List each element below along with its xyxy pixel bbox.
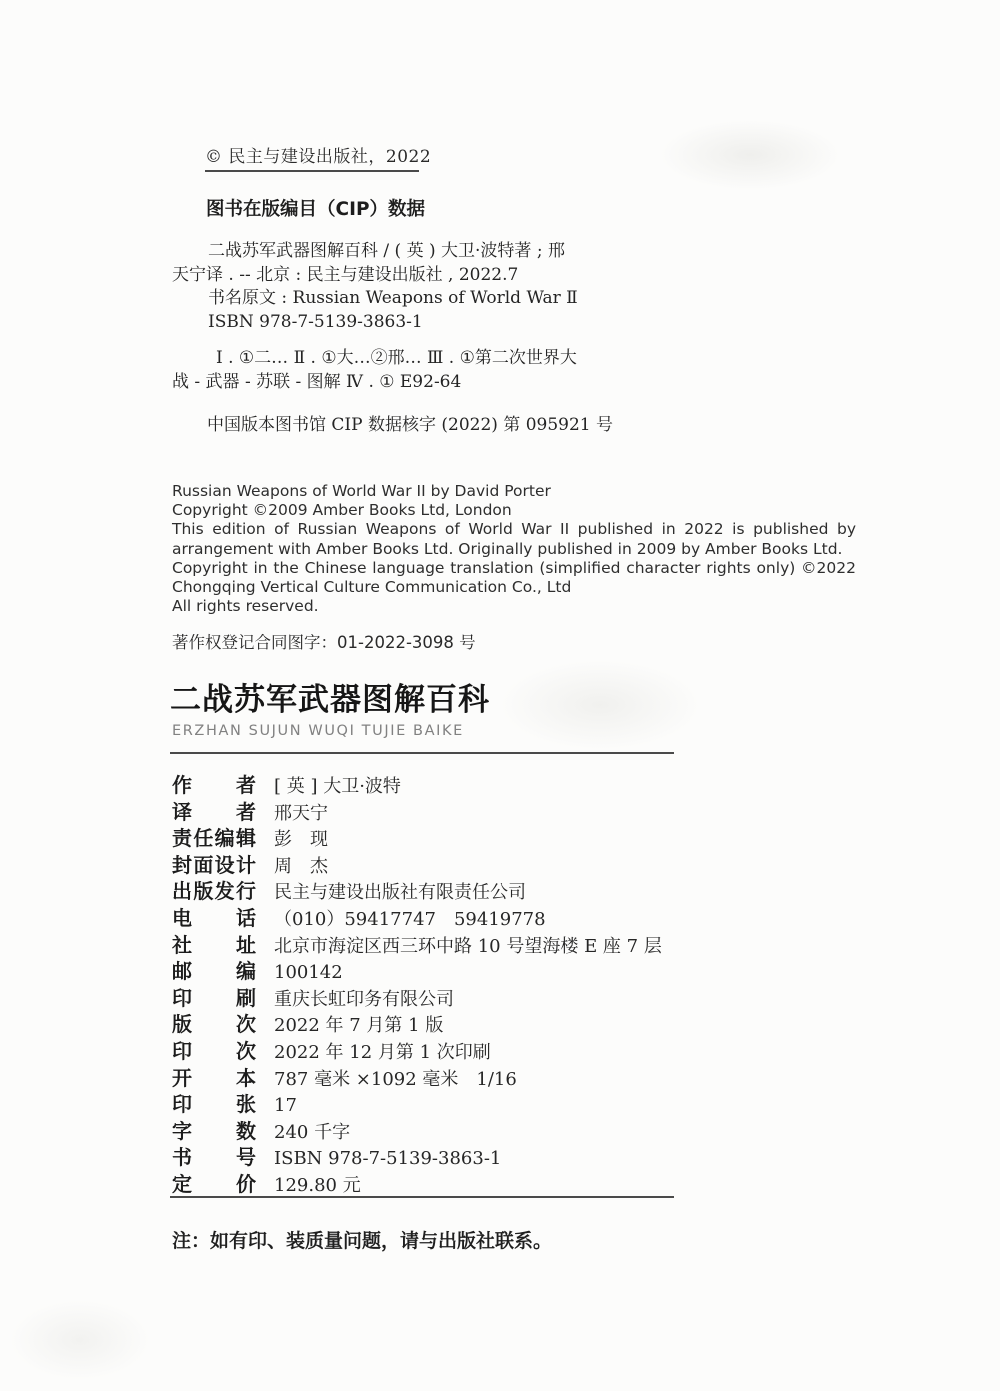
quality-note: 注：如有印、装质量问题，请与出版社联系。	[172, 1230, 553, 1252]
row-label: 责任编辑	[172, 826, 256, 851]
row-label: 作者	[172, 773, 256, 797]
row-label: 出版发行	[172, 879, 256, 904]
row-value: 民主与建设出版社有限责任公司	[274, 882, 526, 904]
row-value: （010）59417747 59419778	[274, 908, 546, 930]
row-label: 版次	[172, 1012, 256, 1037]
table-row	[172, 1062, 682, 1089]
row-value: 17	[274, 1095, 297, 1117]
english-line: All rights reserved.	[172, 597, 319, 616]
table-row	[172, 1035, 682, 1062]
row-value: 100142	[274, 962, 343, 984]
english-copyright-block	[172, 482, 856, 616]
divider-top	[205, 170, 419, 172]
table-row	[172, 1141, 682, 1168]
table-row	[172, 1115, 682, 1142]
publisher-copyright-line: © 民主与建设出版社，2022	[205, 147, 432, 167]
row-value: 240 千字	[274, 1121, 351, 1143]
row-value: 重庆长虹印务有限公司	[274, 988, 454, 1010]
row-value: 2022 年 12 月第 1 次印刷	[274, 1041, 491, 1063]
english-line: Russian Weapons of World War II by David Porter	[172, 482, 551, 500]
cip-class-line-2: 战 - 武器 - 苏联 - 图解 Ⅳ . ① E92-64	[172, 371, 462, 392]
table-row	[172, 769, 682, 796]
row-label: 邮编	[172, 959, 256, 984]
row-value: 彭 现	[274, 829, 328, 851]
cip-publisher-line: 天宁译 . -- 北京 : 民主与建设出版社 , 2022.7	[172, 264, 519, 285]
row-value: 周 杰	[274, 855, 328, 877]
table-row	[172, 875, 682, 902]
row-label: 定价	[172, 1171, 256, 1196]
colophon-table	[172, 769, 682, 1195]
cip-class-line-1: Ⅰ . ①二… Ⅱ . ①大…②邢… Ⅲ . ①第二次世界大	[216, 348, 577, 368]
table-row	[172, 1008, 682, 1035]
row-label: 译者	[172, 799, 256, 824]
english-line: arrangement with Amber Books Ltd. Originally published in 2009 by Amber Books Ltd.	[172, 539, 843, 558]
row-value: 北京市海淀区西三环中路 10 号望海楼 E 座 7 层	[274, 935, 662, 957]
row-label: 印张	[172, 1092, 256, 1117]
divider-title	[170, 752, 674, 754]
row-value: 2022 年 7 月第 1 版	[274, 1015, 444, 1037]
row-value: 129.80 元	[274, 1174, 361, 1196]
cip-title-line: 二战苏军武器图解百科 / ( 英 ) 大卫·波特著 ; 邢	[208, 241, 565, 261]
cip-original-title-line: 书名原文 : Russian Weapons of World War Ⅱ	[208, 288, 578, 308]
table-row	[172, 929, 682, 956]
scan-smudge	[500, 660, 700, 750]
row-label: 印次	[172, 1038, 256, 1063]
book-title: 二战苏军武器图解百科	[170, 682, 490, 718]
copyright-registration-number: 著作权登记合同图字：01-2022-3098 号	[172, 633, 476, 652]
cip-classification-block	[172, 347, 747, 394]
row-label: 电话	[172, 905, 256, 930]
english-line: Copyright ©2009 Amber Books Ltd, London	[172, 501, 512, 520]
row-value: [ 英 ] 大卫·波特	[274, 776, 401, 797]
table-row	[172, 1088, 682, 1115]
scan-smudge	[10, 1300, 150, 1380]
table-row	[172, 849, 682, 876]
row-label: 字数	[172, 1118, 256, 1143]
row-label: 开本	[172, 1065, 256, 1090]
row-label: 印刷	[172, 985, 256, 1010]
book-title-pinyin: ERZHAN SUJUN WUQI TUJIE BAIKE	[172, 723, 464, 739]
english-line: Copyright in the Chinese language translation (simplified character rights only) ©2022	[172, 558, 856, 577]
row-value: ISBN 978-7-5139-3863-1	[274, 1148, 502, 1170]
row-value: 邢天宁	[274, 802, 328, 824]
table-row	[172, 1168, 682, 1195]
english-line: Chongqing Vertical Culture Communication Co., Ltd	[172, 578, 572, 597]
table-row	[172, 955, 682, 982]
row-label: 书号	[172, 1145, 256, 1170]
table-row	[172, 796, 682, 823]
cip-isbn-line: ISBN 978-7-5139-3863-1	[208, 311, 423, 332]
scan-smudge	[660, 120, 840, 190]
row-label: 封面设计	[172, 852, 256, 877]
english-line: This edition of Russian Weapons of World War II published in 2022 is published by	[172, 520, 856, 539]
table-row	[172, 822, 682, 849]
row-label: 社址	[172, 932, 256, 957]
cip-header: 图书在版编目（CIP）数据	[206, 199, 426, 220]
cip-record-number: 中国版本图书馆 CIP 数据核字 (2022) 第 095921 号	[207, 415, 614, 435]
row-value: 787 毫米 ×1092 毫米 1/16	[274, 1068, 517, 1090]
table-row	[172, 982, 682, 1009]
cip-description-block	[172, 240, 747, 334]
divider-bottom	[170, 1196, 674, 1198]
table-row	[172, 902, 682, 929]
